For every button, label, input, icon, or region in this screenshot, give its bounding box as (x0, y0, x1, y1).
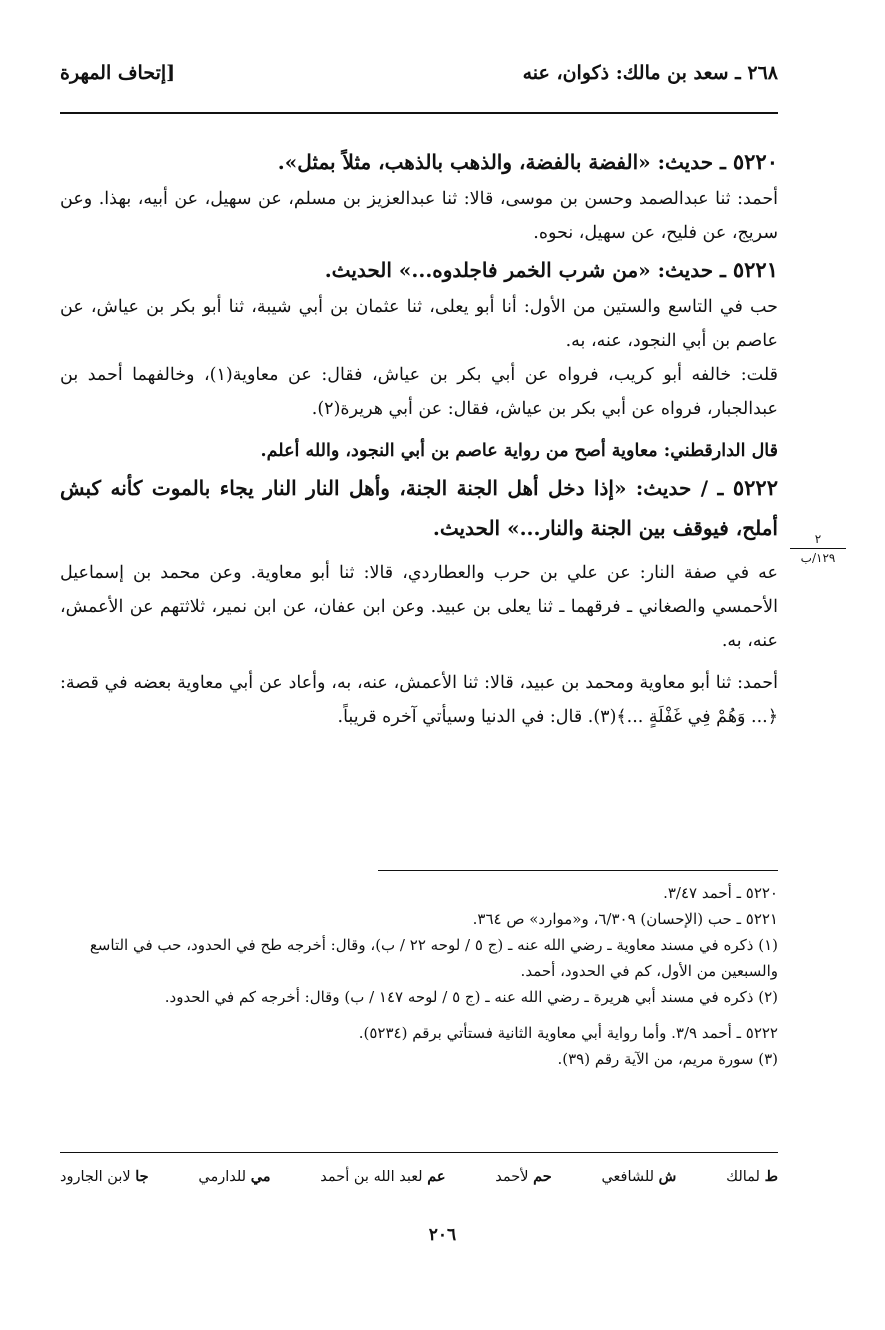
abbreviation-legend (60, 1168, 778, 1185)
hadith-5220-isnad (60, 182, 778, 250)
main-text (60, 142, 778, 734)
folio-number: ١٢٩/ب (800, 551, 836, 565)
isnad-text: حب في التاسع والستين من الأول: أنا أبو يعلى، ثنا عثمان بن أبي شيبة، ثنا أبو بكر بن عياش، عن عاصم بن أبي النجود، عنه، به. (60, 297, 778, 351)
abbrev-item: ش للشافعي (601, 1168, 677, 1185)
hadith-title: ـ حديث: «من شرب الخمر فاجلدوه...» الحديث. (324, 258, 733, 282)
hadith-number: ٥٢٢٠ (732, 149, 778, 174)
footnote-2: (٢) ذكره في مسند أبي هريرة ـ رضي الله عنه ـ (ج ٥ / لوحه ١٤٧ / ب) وقال: أخرجه كم في الحدود. (164, 988, 778, 1006)
abbreviation-rule (60, 1152, 778, 1153)
running-header (60, 62, 778, 96)
header-book-title: [إتحاف المهرة (60, 62, 176, 84)
abbrev-item: عم لعبد الله بن أحمد (320, 1168, 446, 1185)
abbrev-item: حم لأحمد (495, 1168, 552, 1185)
abbrev-item: ط لمالك (726, 1168, 778, 1185)
hadith-title: ـ / حديث: «إذا دخل أهل الجنة الجنة، وأهل النار النار يجاء بالموت كأنه كبش أملح، فيوقف بين الجنة والنار...» الحديث. (60, 476, 778, 540)
isnad-text: أحمد: ثنا أبو معاوية ومحمد بن عبيد، قالا: ثنا الأعمش، عنه، به، وأعاد عن أبي معاوية بعضه في قصة: ﴿... وَهُمْ فِي غَفْلَةٍ ...﴾(٣). قال: في الدنيا وسيأتي آخره قريباً. (60, 673, 778, 727)
abbrev-item: جا لابن الجارود (60, 1168, 149, 1185)
header-chapter-title: ٢٦٨ ـ سعد بن مالك: ذكوان، عنه (522, 62, 778, 84)
manuscript-folio-note (790, 532, 846, 565)
footnote-5222: ٥٢٢٢ ـ أحمد ٣/٩. وأما رواية أبي معاوية الثانية فستأتي برقم (٥٢٣٤). (358, 1024, 778, 1042)
hadith-5221-heading (60, 250, 778, 290)
hadith-5221-daraqutni (60, 434, 778, 468)
folio-volume: ٢ (790, 532, 846, 549)
hadith-5222-isnad-1 (60, 556, 778, 658)
hadith-5220-heading (60, 142, 778, 182)
hadith-5221-note (60, 358, 778, 426)
hadith-5222-isnad-2 (60, 666, 778, 734)
footnote-5220: ٥٢٢٠ ـ أحمد ٣/٤٧. (663, 884, 778, 902)
footnote-rule (378, 870, 778, 871)
note-text: قلت: خالفه أبو كريب، فرواه عن أبي بكر بن عياش، فقال: عن معاوية(١)، وخالفهما أحمد بن عبدالجبار، فرواه عن أبي بكر بن عياش، فقال: عن أبي هريرة(٢). (60, 365, 778, 419)
page-number: ٢٠٦ (428, 1225, 457, 1245)
isnad-text: أحمد: ثنا عبدالصمد وحسن بن موسى، قالا: ثنا عبدالعزيز بن مسلم، عن سهيل، عن أبيه، بهذا. وعن سريج، عن فليح، عن سهيل، نحوه. (60, 189, 778, 243)
header-rule (60, 112, 778, 114)
hadith-title: ـ حديث: «الفضة بالفضة، والذهب بالذهب، مثلاً بمثل». (277, 150, 733, 174)
hadith-5221-isnad (60, 290, 778, 358)
hadith-number: ٥٢٢٢ (732, 475, 778, 500)
footnote-5221: ٥٢٢١ ـ حب (الإحسان) ٦/٣٠٩، و«موارد» ص ٣٦٤. (472, 910, 778, 928)
hadith-5222-heading (60, 468, 778, 548)
footnotes (60, 880, 778, 1072)
footnote-1: (١) ذكره في مسند معاوية ـ رضي الله عنه ـ (ج ٥ / لوحه ٢٢ / ب)، وقال: أخرجه طح في الحدود، حب في التاسع والسبعين من الأول، كم في الحدود، أحمد. (89, 936, 778, 980)
footnote-3: (٣) سورة مريم، من الآية رقم (٣٩). (557, 1050, 778, 1068)
abbrev-item: مي للدارمي (198, 1168, 271, 1185)
note-text: قال الدارقطني: معاوية أصح من رواية عاصم بن أبي النجود، والله أعلم. (260, 441, 778, 461)
hadith-number: ٥٢٢١ (732, 257, 778, 282)
isnad-text: عه في صفة النار: عن علي بن حرب والعطاردي، قالا: ثنا أبو معاوية. وعن محمد بن إسماعيل الأحمسي والصغاني ـ فرقهما ـ ثنا يعلى بن عبيد. وعن ابن عفان، عن ابن نمير، ثلاثتهم عن الأعمش، عنه، به. (60, 563, 778, 651)
